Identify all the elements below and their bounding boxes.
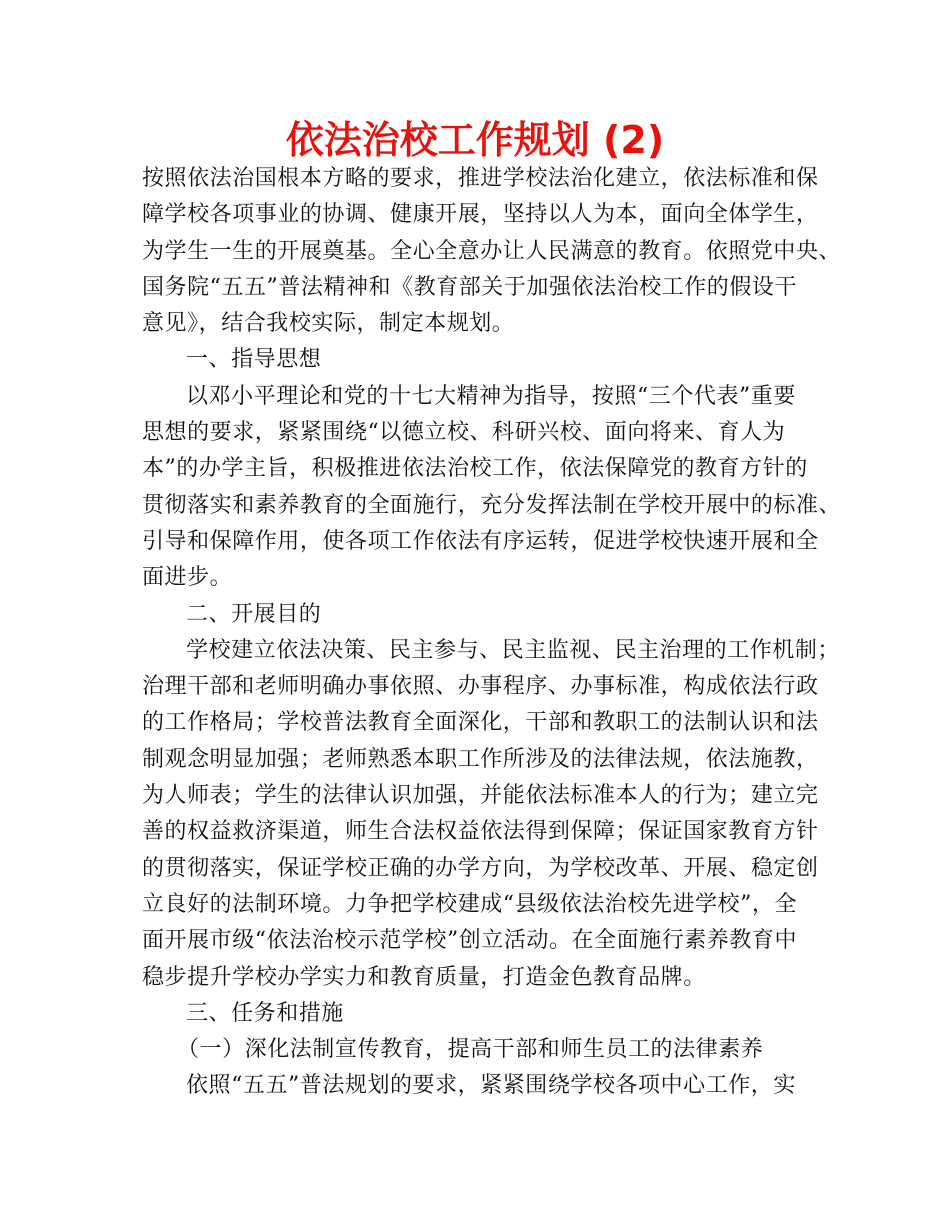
paragraph-line: 本”的办学主旨，积极推进依法治校工作，依法保障党的教育方针的 [142, 456, 808, 482]
section-heading-development-goals [142, 597, 814, 633]
paragraph-line: 贯彻落实和素养教育的全面施行，充分发挥法制在学校开展中的标准、 [142, 492, 842, 518]
paragraph-line: 障学校各项事业的协调、健康开展，坚持以人为本，面向全体学生， [142, 202, 819, 228]
paragraph-line: 的贯彻落实，保证学校正确的办学方向，为学校改革、开展、稳定创 [142, 855, 819, 881]
paragraph-line: 学校建立依法决策、民主参与、民主监视、民主治理的工作机制； [186, 637, 840, 663]
paragraph-line: 思想的要求，紧紧围绕“以德立校、科研兴校、面向将来、育人为 [142, 420, 786, 446]
paragraph-line: 的工作格局；学校普法教育全面深化，干部和教职工的法制认识和法 [142, 710, 819, 736]
paragraph-line: 依照“五五”普法规划的要求，紧紧围绕学校各项中心工作，实 [186, 1073, 796, 1099]
subsection-heading-legal-education [142, 1032, 814, 1068]
paragraph-line: 立良好的法制环境。力争把学校建成“县级依法治校先进学校”，全 [142, 891, 797, 917]
paragraph-line: 按照依法治国根本方略的要求，推进学校法治化建立，依法标准和保 [142, 166, 819, 191]
paragraph-line: 稳步提升学校办学实力和教育质量，打造金色教育品牌。 [142, 964, 706, 990]
document-body [142, 161, 842, 1105]
intro-paragraph [142, 161, 842, 342]
paragraph-line: 制观念明显加强；老师熟悉本职工作所涉及的法律法规，依法施教， [142, 746, 819, 772]
paragraph-line: 面进步。 [142, 565, 233, 591]
paragraph-line: 治理干部和老师明确办事依照、办事程序、办事标准，构成依法行政 [142, 674, 819, 700]
paragraph-line: 为学生一生的开展奠基。全心全意办让人民满意的教育。依照党中央、 [142, 238, 842, 264]
paragraph-line: 引导和保障作用，使各项工作依法有序运转，促进学校快速开展和全 [142, 528, 819, 554]
paragraph-line: 以邓小平理论和党的十七大精神为指导，按照“三个代表”重要 [186, 383, 796, 409]
section-heading-guiding-ideology [142, 342, 814, 378]
section-heading: 二、开展目的 [186, 601, 322, 627]
paragraph-line: 面开展市级“依法治校示范学校”创立活动。在全面施行素养教育中 [142, 928, 797, 954]
paragraph-line: 国务院“五五”普法精神和《教育部关于加强依法治校工作的假设干 [142, 274, 797, 300]
paragraph-line: 为人师表；学生的法律认识加强，并能依法标准本人的行为；建立完 [142, 783, 819, 809]
section-heading: 三、任务和措施 [186, 1000, 344, 1026]
legal-education-paragraph [142, 1068, 814, 1104]
subsection-heading: （一）深化法制宣传教育，提高干部和师生员工的法律素养 [177, 1037, 764, 1063]
development-goals-paragraph [142, 633, 840, 996]
document-title: 依法治校工作规划 (2) [285, 118, 665, 162]
section-heading: 一、指导思想 [186, 347, 322, 373]
guiding-ideology-paragraph [142, 379, 842, 597]
section-heading-tasks-measures [142, 996, 814, 1032]
paragraph-line: 意见》，结合我校实际，制定本规划。 [142, 311, 515, 337]
paragraph-line: 善的权益救济渠道，师生合法权益依法得到保障；保证国家教育方针 [142, 819, 819, 845]
